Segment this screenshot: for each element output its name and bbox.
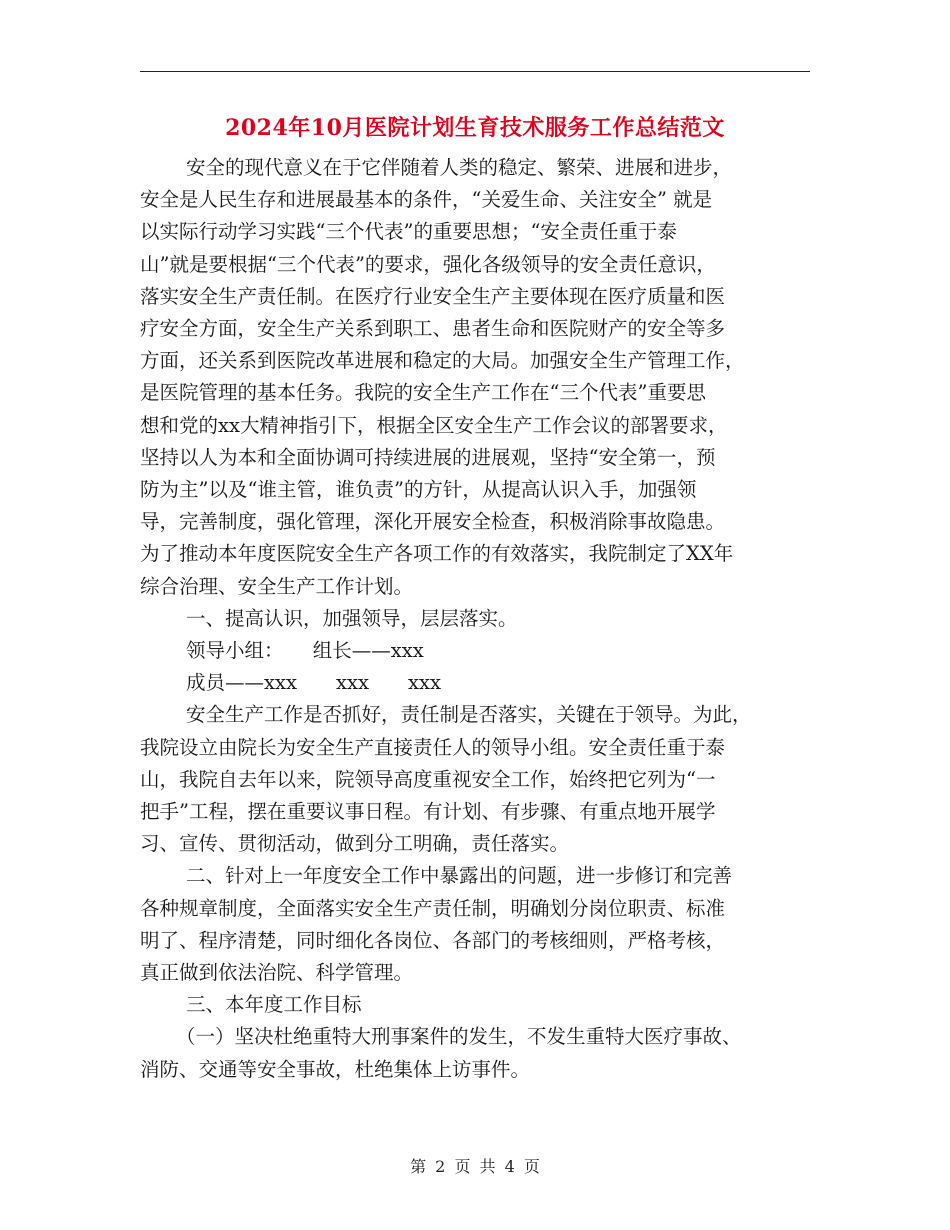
- leader-group-line: [140, 635, 812, 667]
- section-heading-3: [140, 989, 812, 1021]
- text-line: 消防、交通等安全事故，杜绝集体上访事件。: [140, 1057, 531, 1081]
- text-line: 我院设立由院长为安全生产直接责任人的领导小组。安全责任重于泰: [140, 735, 726, 759]
- text-line: 习、宣传、贯彻活动，做到分工明确，责任落实。: [140, 832, 570, 856]
- text-line: 以实际行动学习实践“三个代表”的重要思想；“安全责任重于泰: [140, 220, 677, 244]
- text-line: 坚持以人为本和全面协调可持续进展的进展观，坚持“安全第一，预: [140, 445, 716, 469]
- text-line: 山，我院自去年以来，院领导高度重视安全工作，始终把它列为“一: [140, 767, 716, 791]
- heading-text: 一、提高认识，加强领导，层层落实。: [186, 606, 518, 630]
- text-line: 疗安全方面，安全生产关系到职工、患者生命和医院财产的安全等多: [140, 317, 726, 341]
- paragraph-goal-1: [140, 1021, 812, 1085]
- text-line: 安全生产工作是否抓好，责任制是否落实，关键在于领导。为此，: [186, 703, 752, 727]
- text-line: 把手”工程，摆在重要议事日程。有计划、有步骤、有重点地开展学: [140, 800, 716, 824]
- text-line: 为了推动本年度医院安全生产各项工作的有效落实，我院制定了XX年: [140, 542, 734, 566]
- text-line: 是医院管理的基本任务。我院的安全生产工作在“三个代表”重要思: [140, 381, 706, 405]
- section-heading-1: [140, 603, 812, 635]
- footer-suffix: 页: [523, 1157, 540, 1176]
- member-text: 成员——xxx xxx xxx: [186, 671, 441, 695]
- text-line: 综合治理、安全生产工作计划。: [140, 574, 414, 598]
- text-line: 山”就是要根据“三个代表”的要求，强化各级领导的安全责任意识，: [140, 252, 716, 276]
- text-line: （一）坚决杜绝重特大刑事案件的发生，不发生重特大医疗事故、: [176, 1025, 742, 1049]
- document-body: [140, 152, 812, 1086]
- leader-text: 领导小组： 组长——xxx: [186, 639, 424, 663]
- member-line: [140, 667, 812, 699]
- text-line: 防为主”以及“谁主管，谁负责”的方针，从提高认识入手，加强领: [140, 478, 697, 502]
- text-line: 真正做到依法治院、科学管理。: [140, 961, 414, 985]
- paragraph-responsibility: [140, 699, 812, 860]
- header-rule: [140, 71, 810, 72]
- text-line: 方面，还关系到医院改革进展和稳定的大局。加强安全生产管理工作，: [140, 349, 745, 373]
- text-line: 二、针对上一年度安全工作中暴露出的问题，进一步修订和完善: [186, 864, 733, 888]
- footer-prefix: 第: [410, 1157, 427, 1176]
- paragraph-intro: [140, 152, 812, 603]
- paragraph-regulations: [140, 860, 812, 989]
- text-line: 落实安全生产责任制。在医疗行业安全生产主要体现在医疗质量和医: [140, 284, 726, 308]
- text-line: 各种规章制度，全面落实安全生产责任制，明确划分岗位职责、标准: [140, 896, 726, 920]
- text-line: 明了、程序清楚，同时细化各岗位、各部门的考核细则，严格考核，: [140, 928, 726, 952]
- document-title: 2024年10月医院计划生育技术服务工作总结范文: [225, 115, 725, 141]
- total-page-count: 4: [504, 1157, 515, 1176]
- footer-middle: 页 共: [454, 1157, 496, 1176]
- text-line: 导，完善制度，强化管理，深化开展安全检查，积极消除事故隐患。: [140, 510, 726, 534]
- heading-text: 三、本年度工作目标: [186, 993, 362, 1017]
- text-line: 想和党的xx大精神指引下，根据全区安全生产工作会议的部署要求，: [140, 413, 728, 437]
- page-footer: [0, 1154, 950, 1177]
- text-line: 安全是人民生存和进展最基本的条件，“关爱生命、关注安全” 就是: [140, 188, 713, 212]
- current-page-number: 2: [435, 1157, 446, 1176]
- text-line: 安全的现代意义在于它伴随着人类的稳定、繁荣、进展和进步，: [186, 156, 733, 179]
